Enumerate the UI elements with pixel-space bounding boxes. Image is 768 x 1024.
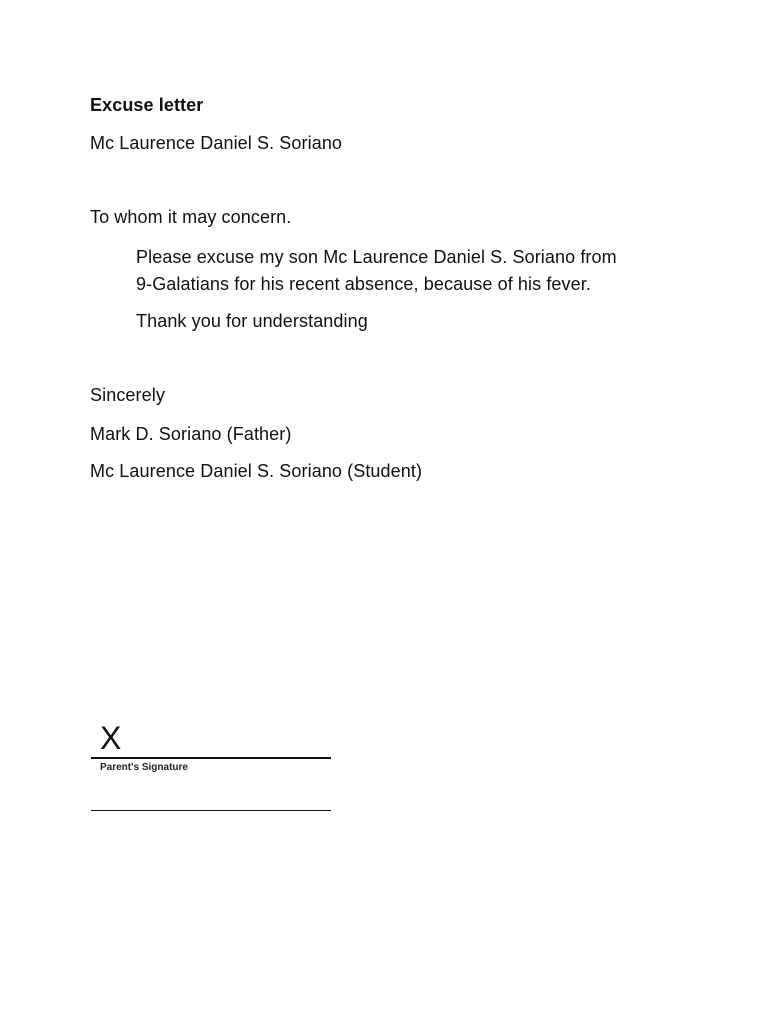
signature-x-mark: X: [100, 720, 122, 756]
student-name-line: Mc Laurence Daniel S. Soriano: [90, 133, 343, 153]
student-signoff-line: Mc Laurence Daniel S. Soriano (Student): [90, 461, 423, 481]
signature-label: Parent's Signature: [100, 762, 188, 773]
salutation: To whom it may concern.: [90, 207, 292, 227]
letter-title: Excuse letter: [90, 95, 204, 115]
body-paragraph-2: Thank you for understanding: [136, 311, 368, 331]
signature-line: [91, 757, 331, 759]
blank-signature-line: [91, 810, 331, 811]
father-name-line: Mark D. Soriano (Father): [90, 424, 292, 444]
closing: Sincerely: [90, 385, 165, 405]
body-paragraph-1: Please excuse my son Mc Laurence Daniel S. Soriano from 9-Galatians for his recent absence, because of his fever.: [136, 247, 617, 294]
signature-field[interactable]: [91, 720, 331, 780]
